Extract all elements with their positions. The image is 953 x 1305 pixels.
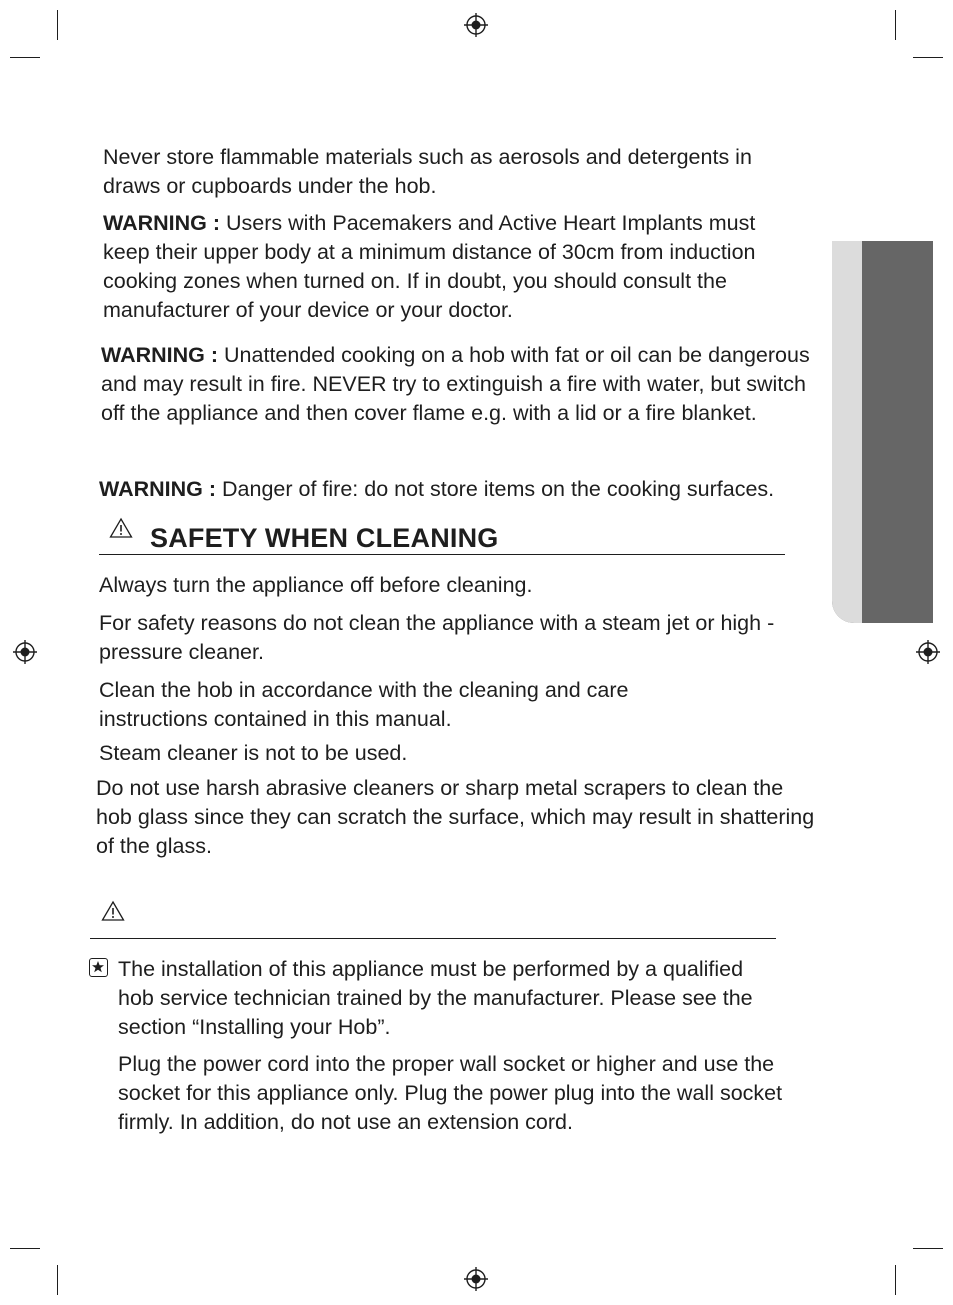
warning-fire [99, 475, 839, 504]
cleaning-item: Do not use harsh abrasive cleaners or sharp metal scrapers to clean the hob glass since they can scratch the surface, which may result in shattering of the glass. [96, 776, 815, 858]
warning-label: WARNING : [101, 343, 219, 367]
warning-text: Users with Pacemakers and Active Heart Implants must keep their upper body at a minimum distance of 30cm from induction cooking zones when turned on. If in doubt, you should consult the manufacturer of your device or your doctor. [103, 211, 756, 322]
section-underline [90, 938, 776, 939]
side-tab-highlight [832, 241, 862, 623]
registration-mark-icon [13, 640, 37, 664]
warning-triangle-icon [101, 900, 125, 922]
heading-underline [99, 554, 785, 555]
cleaning-item: Always turn the appliance off before cleaning. [99, 573, 533, 597]
installation-item: Plug the power cord into the proper wall socket or higher and use the socket for this appliance only. Plug the power plug into the wall socket firmly. In addition, do not use an extension cord. [118, 1052, 783, 1134]
warning-unattended [101, 341, 816, 428]
star-box-icon [89, 958, 108, 977]
crop-mark [57, 1265, 58, 1295]
crop-mark [913, 57, 943, 58]
warning-text: Danger of fire: do not store items on the cooking surfaces. [222, 477, 775, 501]
warning-triangle-icon [109, 517, 133, 539]
cleaning-item: For safety reasons do not clean the appliance with a steam jet or high - pressure cleaner. [99, 611, 775, 664]
registration-mark-icon [916, 640, 940, 664]
warning-pacemaker [103, 209, 803, 325]
warning-label: WARNING : [99, 477, 217, 501]
paragraph-flammable: Never store flammable materials such as aerosols and detergents in draws or cupboards under the hob. [103, 145, 752, 198]
crop-mark [895, 10, 896, 40]
crop-mark [913, 1248, 943, 1249]
warning-label: WARNING : [103, 211, 221, 235]
cleaning-item: Steam cleaner is not to be used. [99, 741, 408, 765]
registration-mark-icon [464, 1267, 488, 1291]
crop-mark [10, 1248, 40, 1249]
crop-mark [57, 10, 58, 40]
section-heading-cleaning: SAFETY WHEN CLEANING [150, 523, 499, 553]
crop-mark [895, 1265, 896, 1295]
cleaning-item: Clean the hob in accordance with the cleaning and care instructions contained in this manual. [99, 678, 629, 731]
registration-mark-icon [464, 13, 488, 37]
crop-mark [10, 57, 40, 58]
side-section-tab [832, 241, 933, 623]
warning-text: Unattended cooking on a hob with fat or oil can be dangerous and may result in fire. NEVER try to extinguish a fire with water, but switch off the appliance and then cover flame e.g. with a lid or a fire blanket. [101, 343, 810, 425]
installation-item: The installation of this appliance must be performed by a qualified hob service technician trained by the manufacturer. Please see the section “Installing your Hob”. [118, 957, 753, 1039]
